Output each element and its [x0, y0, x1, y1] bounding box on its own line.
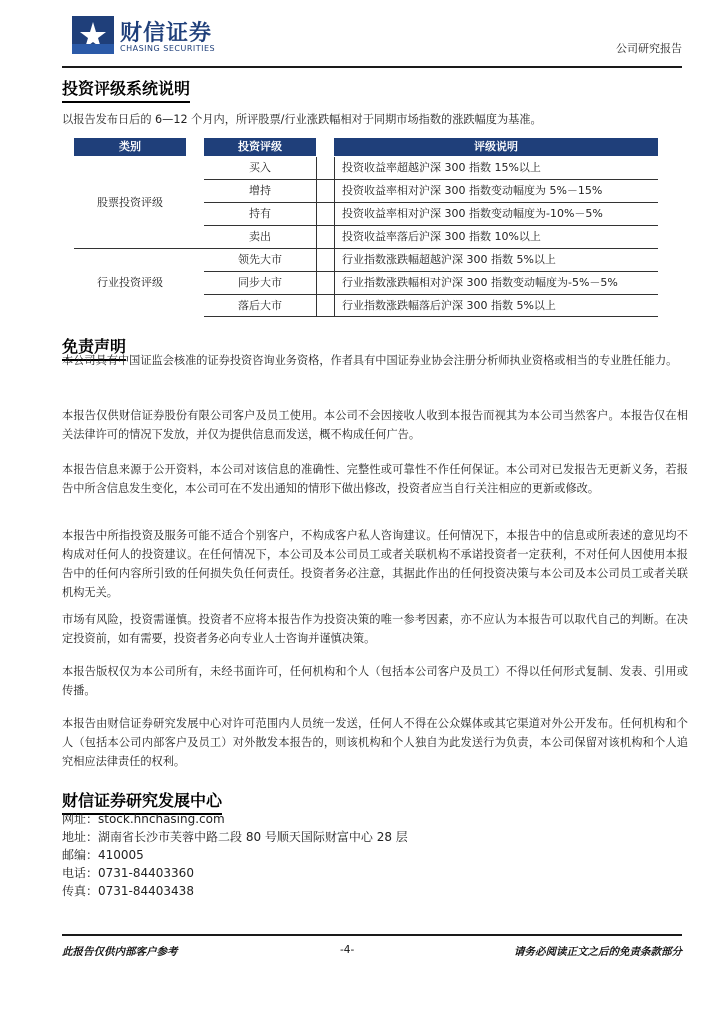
disclaimer-paragraph: 本公司具有中国证监会核准的证券投资咨询业务资格，作者具有中国证券业协会注册分析师执业资格或相当的专业胜任能力。 — [62, 354, 678, 367]
description-cell: 投资收益率超越沪深 300 指数 15%以上 — [342, 161, 541, 174]
disclaimer-paragraph: 本报告仅供财信证券股份有限公司客户及员工使用。本公司不会因接收人收到本报告而视其为本公司当然客户。本报告仅在相关法律许可的情况下发放，并仅为提供信息而发送，概不构成任何广告。 — [62, 409, 688, 441]
table-rule — [204, 225, 658, 226]
website: 网址：stock.hnchasing.com — [62, 812, 225, 826]
disclaimer-paragraph: 本报告中所指投资及服务可能不适合个别客户，不构成客户私人咨询建议。任何情况下，本报告中的信息或所表述的意见均不构成对任何人的投资建议。在任何情况下，本公司及本公司员工或者关联机构不承诺投资者一定获利，不对任何人因使用本报告中的任何内容所引致的任何损失负任何责任。投资者务必注意，其据此作出的任何投资决策与本公司及本公司员工或者关联机构无关。 — [62, 529, 688, 599]
description-cell: 投资收益率相对沪深 300 指数变动幅度为 5%－15% — [342, 184, 603, 197]
disclaimer-paragraph: 本报告信息来源于公开资料，本公司对该信息的准确性、完整性或可靠性不作任何保证。本公司对已发报告无更新义务，若报告中所含信息发生变化，本公司可在不发出通知的情形下做出修改，投资者应当自行关注相应的更新或修改。 — [62, 463, 688, 495]
rating-cell: 卖出 — [249, 230, 271, 243]
logo-name: 财信证券 — [120, 21, 213, 46]
page-header — [62, 10, 682, 68]
disclaimer-title: 免责声明 — [62, 334, 126, 361]
rating-cell: 持有 — [249, 207, 271, 220]
table-header-rating: 投资评级 — [204, 138, 316, 156]
group-stock-rating: 股票投资评级 — [97, 196, 163, 209]
rating-cell: 同步大市 — [238, 276, 282, 289]
disclaimer-paragraph: 本报告版权仅为本公司所有，未经书面许可，任何机构和个人（包括本公司客户及员工）不得以任何形式复制、发表、引用或传播。 — [62, 665, 688, 697]
table-header-category: 类别 — [74, 138, 186, 156]
table-rule — [74, 248, 658, 249]
table-rule — [334, 157, 335, 317]
description-cell: 行业指数涨跌幅相对沪深 300 指数变动幅度为-5%－5% — [342, 276, 618, 289]
footer-divider — [62, 934, 682, 936]
page-number: -4- — [340, 944, 355, 956]
rating-cell: 买入 — [249, 161, 271, 174]
group-industry-rating: 行业投资评级 — [97, 276, 163, 289]
description-cell: 行业指数涨跌幅落后沪深 300 指数 5%以上 — [342, 299, 556, 312]
rating-cell: 落后大市 — [238, 299, 282, 312]
table-rule — [316, 157, 317, 317]
rating-section-title: 投资评级系统说明 — [62, 76, 190, 103]
description-cell: 投资收益率落后沪深 300 指数 10%以上 — [342, 230, 541, 243]
research-center-title: 财信证券研究发展中心 — [62, 788, 222, 815]
description-cell: 投资收益率相对沪深 300 指数变动幅度为-10%－5% — [342, 207, 603, 220]
report-type: 公司研究报告 — [616, 42, 682, 55]
fax: 传真：0731-84403438 — [62, 884, 194, 898]
header-divider — [62, 66, 682, 68]
rating-intro: 以报告发布日后的 6—12 个月内，所评股票/行业涨跌幅相对于同期市场指数的涨跌幅度为基准。 — [62, 113, 542, 126]
disclaimer-paragraph: 本报告由财信证券研究发展中心对许可范围内人员统一发送，任何人不得在公众媒体或其它渠道对外公开发布。任何机构和个人（包括本公司内部客户及员工）对外散发本报告的，则该机构和个人独自为此发送行为负责，本公司保留对该机构和个人追究相应法律责任的权利。 — [62, 717, 688, 768]
table-rule — [204, 179, 658, 180]
phone: 电话：0731-84403360 — [62, 866, 194, 880]
table-rule — [204, 294, 658, 295]
disclaimer-paragraph: 市场有风险，投资需谨慎。投资者不应将本报告作为投资决策的唯一参考因素，亦不应认为本报告可以取代自己的判断。在决定投资前，如有需要，投资者务必向专业人士咨询并谨慎决策。 — [62, 613, 688, 645]
footer-note: 此报告仅供内部客户参考 — [62, 946, 178, 958]
table-rule — [204, 271, 658, 272]
address: 地址：湖南省长沙市芙蓉中路二段 80 号顺天国际财富中心 28 层 — [62, 830, 408, 844]
logo-icon — [72, 16, 114, 54]
rating-cell: 增持 — [249, 184, 271, 197]
table-rule — [204, 202, 658, 203]
logo-english-name: CHASING SECURITIES — [120, 44, 216, 53]
description-cell: 行业指数涨跌幅超越沪深 300 指数 5%以上 — [342, 253, 556, 266]
rating-cell: 领先大市 — [238, 253, 282, 266]
postcode: 邮编：410005 — [62, 848, 144, 862]
table-rule — [204, 316, 658, 317]
footer-disclaimer-note: 请务必阅读正文之后的免责条款部分 — [514, 946, 682, 958]
table-header-description: 评级说明 — [334, 138, 658, 156]
